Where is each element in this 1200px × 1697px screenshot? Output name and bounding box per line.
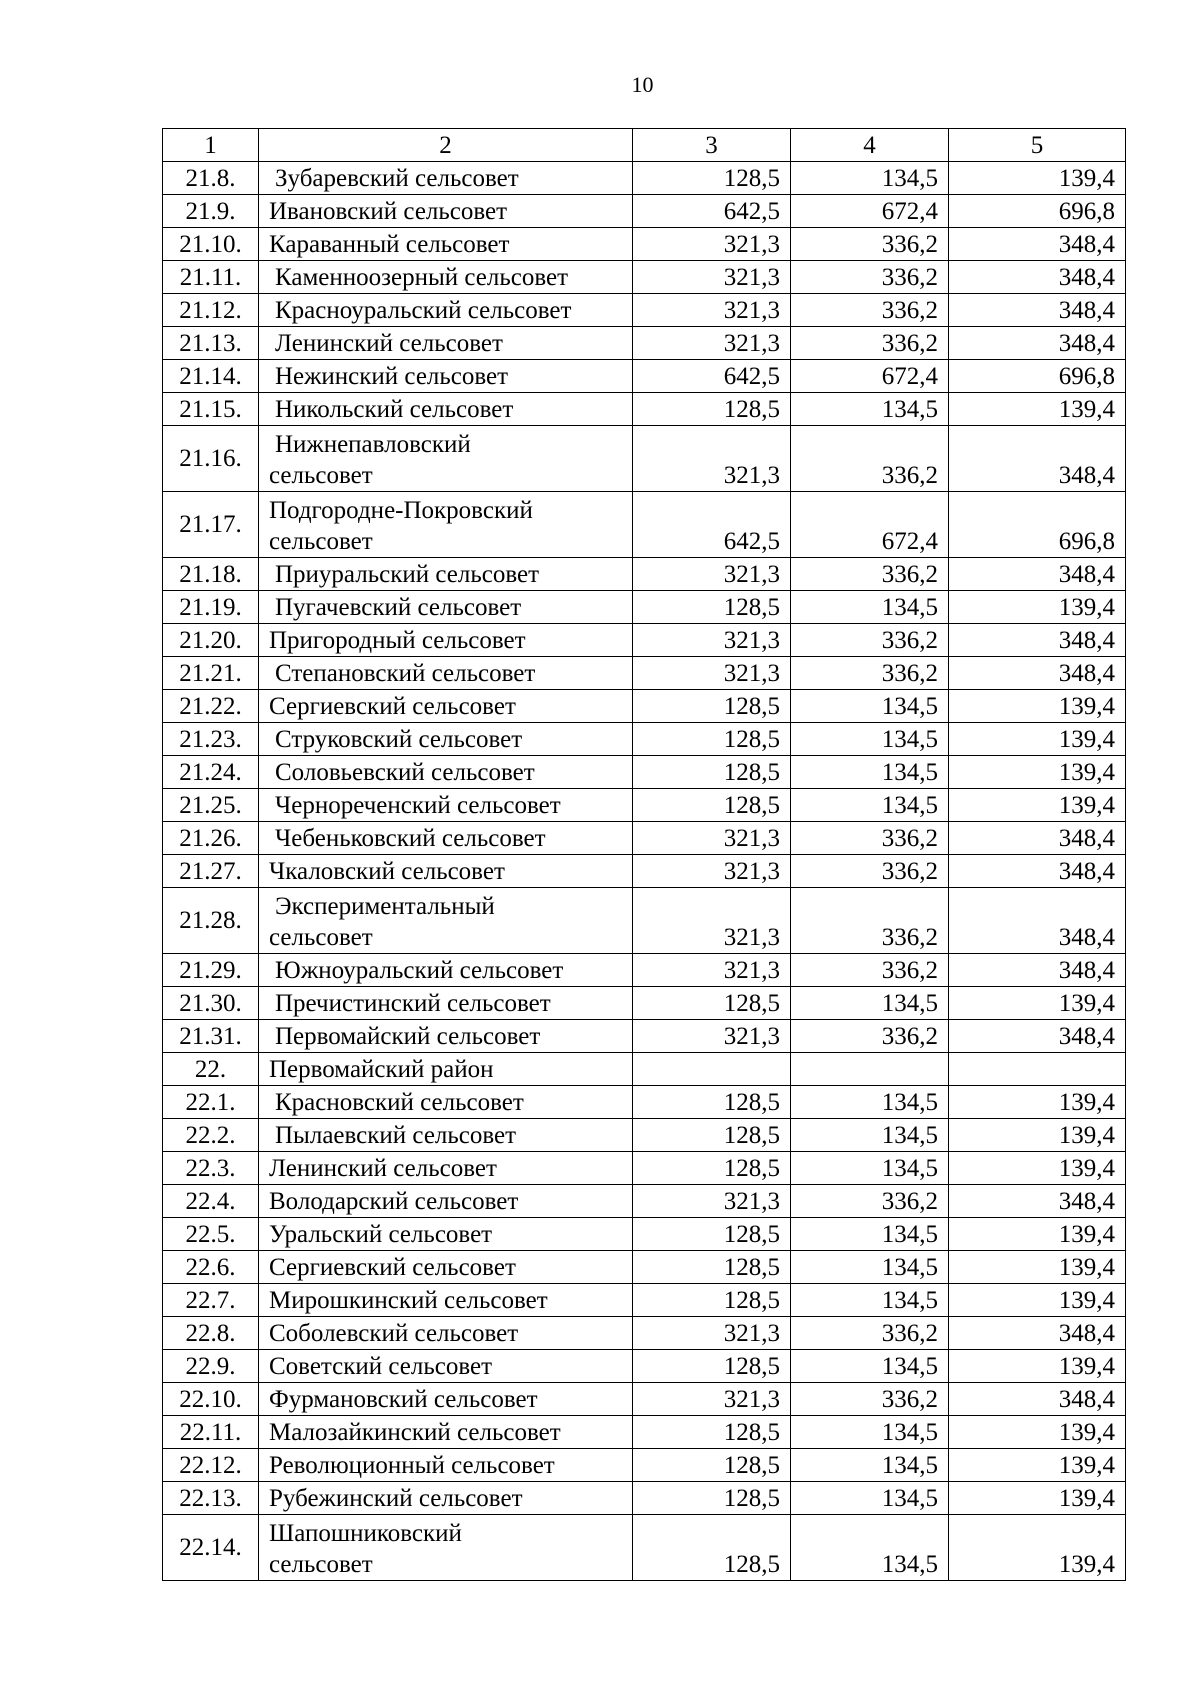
value-cell-col4: 336,2 <box>791 327 949 360</box>
value-cell-col4: 134,5 <box>791 723 949 756</box>
row-number-cell: 21.30. <box>163 987 259 1020</box>
table-row <box>163 261 1126 294</box>
municipality-name-cell <box>259 393 633 426</box>
value-cell-col4: 336,2 <box>791 954 949 987</box>
table-row <box>163 591 1126 624</box>
value-cell-col4: 134,5 <box>791 1284 949 1317</box>
municipality-name: Пречистинский сельсовет <box>275 990 551 1017</box>
table-row <box>163 1482 1126 1515</box>
row-number-cell: 21.19. <box>163 591 259 624</box>
value-cell-col3: 321,3 <box>633 228 791 261</box>
header-cell-1: 1 <box>163 129 259 162</box>
value-cell-col4 <box>791 1053 949 1086</box>
municipality-name: Шапошниковский <box>269 1520 462 1547</box>
table-row <box>163 1251 1126 1284</box>
value-cell-col4: 134,5 <box>791 1119 949 1152</box>
row-number-cell: 21.16. <box>163 426 259 492</box>
value-cell-col5: 348,4 <box>949 228 1126 261</box>
value-cell-col4: 336,2 <box>791 426 949 492</box>
value-cell-col5: 348,4 <box>949 426 1126 492</box>
municipality-name: Сергиевский сельсовет <box>269 1254 516 1281</box>
table-row <box>163 1416 1126 1449</box>
municipality-name-line2: сельсовет <box>269 1551 373 1578</box>
municipality-name-cell <box>259 1251 633 1284</box>
value-cell-col5: 348,4 <box>949 1020 1126 1053</box>
municipality-name-cell <box>259 1185 633 1218</box>
table-row <box>163 1053 1126 1086</box>
value-cell-col3: 128,5 <box>633 591 791 624</box>
municipality-name: Пылаевский сельсовет <box>275 1122 517 1149</box>
table-row <box>163 228 1126 261</box>
row-number-cell: 21.13. <box>163 327 259 360</box>
value-cell-col5: 139,4 <box>949 1119 1126 1152</box>
value-cell-col4: 134,5 <box>791 1482 949 1515</box>
table-row <box>163 393 1126 426</box>
value-cell-col3: 321,3 <box>633 1020 791 1053</box>
value-cell-col5: 348,4 <box>949 294 1126 327</box>
value-cell-col4: 134,5 <box>791 591 949 624</box>
header-cell-3: 3 <box>633 129 791 162</box>
municipality-name: Каменноозерный сельсовет <box>275 264 569 291</box>
table-row <box>163 162 1126 195</box>
value-cell-col3: 128,5 <box>633 690 791 723</box>
value-cell-col3: 128,5 <box>633 1515 791 1581</box>
municipality-name: Ленинский сельсовет <box>275 330 503 357</box>
value-cell-col4: 134,5 <box>791 1218 949 1251</box>
value-cell-col4: 672,4 <box>791 360 949 393</box>
municipality-name: Мирошкинский сельсовет <box>269 1287 548 1314</box>
value-cell-col5: 139,4 <box>949 789 1126 822</box>
table-row <box>163 690 1126 723</box>
municipality-name: Пригородный сельсовет <box>269 627 526 654</box>
row-number-cell: 21.9. <box>163 195 259 228</box>
row-number-cell: 21.11. <box>163 261 259 294</box>
municipality-name: Красноуральский сельсовет <box>275 297 572 324</box>
table-row <box>163 1185 1126 1218</box>
value-cell-col3: 128,5 <box>633 1119 791 1152</box>
header-cell-2: 2 <box>259 129 633 162</box>
table-row <box>163 1515 1126 1581</box>
municipality-name-cell <box>259 228 633 261</box>
value-cell-col5: 348,4 <box>949 855 1126 888</box>
municipality-name-cell <box>259 1515 633 1581</box>
municipality-name: Володарский сельсовет <box>269 1188 519 1215</box>
row-number-cell: 21.12. <box>163 294 259 327</box>
municipality-name-cell <box>259 195 633 228</box>
row-number-cell: 21.27. <box>163 855 259 888</box>
table-row <box>163 756 1126 789</box>
value-cell-col5: 139,4 <box>949 1152 1126 1185</box>
row-number-cell: 21.10. <box>163 228 259 261</box>
municipality-name-cell <box>259 756 633 789</box>
value-cell-col5: 139,4 <box>949 162 1126 195</box>
value-cell-col5: 139,4 <box>949 1350 1126 1383</box>
municipality-name-cell <box>259 558 633 591</box>
municipality-name-line2: сельсовет <box>269 462 373 489</box>
value-cell-col3: 321,3 <box>633 558 791 591</box>
municipality-name: Советский сельсовет <box>269 1353 493 1380</box>
municipality-name: Нижнепавловский <box>275 431 471 458</box>
value-cell-col4: 336,2 <box>791 558 949 591</box>
value-cell-col5: 348,4 <box>949 1185 1126 1218</box>
value-cell-col5: 348,4 <box>949 1383 1126 1416</box>
value-cell-col3: 128,5 <box>633 789 791 822</box>
municipality-name: Караванный сельсовет <box>269 231 510 258</box>
table-row <box>163 1350 1126 1383</box>
municipality-name: Малозайкинский сельсовет <box>269 1419 561 1446</box>
row-number-cell: 21.22. <box>163 690 259 723</box>
table-row <box>163 1020 1126 1053</box>
municipality-name-cell <box>259 327 633 360</box>
value-cell-col5: 139,4 <box>949 756 1126 789</box>
municipality-name-cell <box>259 1416 633 1449</box>
municipality-name-cell <box>259 1383 633 1416</box>
row-number-cell: 21.17. <box>163 492 259 558</box>
table-row <box>163 822 1126 855</box>
table-row <box>163 789 1126 822</box>
municipality-name: Чкаловский сельсовет <box>269 858 505 885</box>
row-number-cell: 22.7. <box>163 1284 259 1317</box>
municipality-name-cell <box>259 690 633 723</box>
value-cell-col5: 139,4 <box>949 1086 1126 1119</box>
row-number-cell: 21.18. <box>163 558 259 591</box>
value-cell-col3: 321,3 <box>633 954 791 987</box>
municipality-name-cell <box>259 1053 633 1086</box>
municipality-name: Революционный сельсовет <box>269 1452 555 1479</box>
value-cell-col5: 139,4 <box>949 723 1126 756</box>
municipality-name: Соловьевский сельсовет <box>275 759 535 786</box>
value-cell-col5: 696,8 <box>949 195 1126 228</box>
value-cell-col4: 672,4 <box>791 195 949 228</box>
value-cell-col3: 128,5 <box>633 1086 791 1119</box>
value-cell-col3: 321,3 <box>633 624 791 657</box>
row-number-cell: 22. <box>163 1053 259 1086</box>
value-cell-col3: 128,5 <box>633 1218 791 1251</box>
value-cell-col4: 134,5 <box>791 1251 949 1284</box>
value-cell-col4: 134,5 <box>791 789 949 822</box>
value-cell-col4: 336,2 <box>791 888 949 954</box>
allocation-table <box>162 128 1126 1581</box>
municipality-name-cell <box>259 888 633 954</box>
value-cell-col4: 134,5 <box>791 1416 949 1449</box>
row-number-cell: 22.8. <box>163 1317 259 1350</box>
value-cell-col3: 128,5 <box>633 1416 791 1449</box>
table-row <box>163 723 1126 756</box>
value-cell-col4: 134,5 <box>791 1350 949 1383</box>
value-cell-col5: 348,4 <box>949 1317 1126 1350</box>
municipality-name: Подгородне-Покровский <box>269 497 533 524</box>
value-cell-col3: 128,5 <box>633 1284 791 1317</box>
municipality-name-cell <box>259 723 633 756</box>
value-cell-col3: 128,5 <box>633 162 791 195</box>
value-cell-col3: 321,3 <box>633 855 791 888</box>
municipality-name-cell <box>259 492 633 558</box>
value-cell-col5: 139,4 <box>949 1251 1126 1284</box>
value-cell-col3: 321,3 <box>633 426 791 492</box>
municipality-name: Экспериментальный <box>275 893 495 920</box>
municipality-name-cell <box>259 1449 633 1482</box>
municipality-name: Чернореченский сельсовет <box>275 792 561 819</box>
value-cell-col4: 336,2 <box>791 1020 949 1053</box>
municipality-name-cell <box>259 1350 633 1383</box>
row-number-cell: 22.14. <box>163 1515 259 1581</box>
row-number-cell: 21.14. <box>163 360 259 393</box>
value-cell-col5: 139,4 <box>949 1449 1126 1482</box>
value-cell-col4: 336,2 <box>791 855 949 888</box>
header-cell-4: 4 <box>791 129 949 162</box>
value-cell-col5: 348,4 <box>949 888 1126 954</box>
value-cell-col4: 336,2 <box>791 294 949 327</box>
municipality-name-cell <box>259 261 633 294</box>
municipality-name: Степановский сельсовет <box>275 660 536 687</box>
value-cell-col3: 128,5 <box>633 1152 791 1185</box>
municipality-name: Сергиевский сельсовет <box>269 693 516 720</box>
value-cell-col4: 134,5 <box>791 162 949 195</box>
value-cell-col5: 139,4 <box>949 690 1126 723</box>
value-cell-col4: 336,2 <box>791 228 949 261</box>
value-cell-col4: 336,2 <box>791 624 949 657</box>
municipality-name-cell <box>259 954 633 987</box>
row-number-cell: 21.31. <box>163 1020 259 1053</box>
municipality-name: Никольский сельсовет <box>275 396 514 423</box>
table-row <box>163 624 1126 657</box>
municipality-name-cell <box>259 1218 633 1251</box>
value-cell-col5: 139,4 <box>949 1482 1126 1515</box>
row-number-cell: 22.10. <box>163 1383 259 1416</box>
value-cell-col4: 134,5 <box>791 1152 949 1185</box>
table-row <box>163 426 1126 492</box>
municipality-name-cell <box>259 789 633 822</box>
value-cell-col4: 134,5 <box>791 1449 949 1482</box>
row-number-cell: 21.21. <box>163 657 259 690</box>
value-cell-col5: 139,4 <box>949 393 1126 426</box>
table-row <box>163 855 1126 888</box>
municipality-name-line2: сельсовет <box>269 528 373 555</box>
row-number-cell: 22.12. <box>163 1449 259 1482</box>
value-cell-col5: 348,4 <box>949 657 1126 690</box>
row-number-cell: 21.23. <box>163 723 259 756</box>
value-cell-col4: 672,4 <box>791 492 949 558</box>
value-cell-col3: 128,5 <box>633 1482 791 1515</box>
municipality-name: Приуральский сельсовет <box>275 561 540 588</box>
value-cell-col3: 321,3 <box>633 1383 791 1416</box>
municipality-name: Соболевский сельсовет <box>269 1320 519 1347</box>
municipality-name-cell <box>259 987 633 1020</box>
value-cell-col3: 321,3 <box>633 261 791 294</box>
row-number-cell: 21.25. <box>163 789 259 822</box>
row-number-cell: 22.13. <box>163 1482 259 1515</box>
municipality-name: Струковский сельсовет <box>275 726 523 753</box>
municipality-name: Рубежинский сельсовет <box>269 1485 523 1512</box>
value-cell-col4: 336,2 <box>791 822 949 855</box>
row-number-cell: 21.28. <box>163 888 259 954</box>
municipality-name: Первомайский район <box>269 1056 494 1083</box>
value-cell-col3: 128,5 <box>633 987 791 1020</box>
value-cell-col4: 336,2 <box>791 261 949 294</box>
value-cell-col3: 321,3 <box>633 888 791 954</box>
table-row <box>163 1152 1126 1185</box>
table-row <box>163 888 1126 954</box>
value-cell-col5: 139,4 <box>949 1416 1126 1449</box>
row-number-cell: 21.20. <box>163 624 259 657</box>
row-number-cell: 22.11. <box>163 1416 259 1449</box>
row-number-cell: 21.15. <box>163 393 259 426</box>
table-row <box>163 327 1126 360</box>
municipality-name-cell <box>259 1482 633 1515</box>
value-cell-col4: 134,5 <box>791 756 949 789</box>
municipality-name-cell <box>259 1020 633 1053</box>
header-cell-5: 5 <box>949 129 1126 162</box>
value-cell-col3: 321,3 <box>633 822 791 855</box>
municipality-name-cell <box>259 1119 633 1152</box>
value-cell-col5: 696,8 <box>949 360 1126 393</box>
value-cell-col3: 128,5 <box>633 1251 791 1284</box>
table-row <box>163 492 1126 558</box>
table-row <box>163 195 1126 228</box>
value-cell-col3: 642,5 <box>633 360 791 393</box>
value-cell-col5: 348,4 <box>949 954 1126 987</box>
table-row <box>163 1383 1126 1416</box>
row-number-cell: 22.4. <box>163 1185 259 1218</box>
value-cell-col3: 128,5 <box>633 723 791 756</box>
municipality-name: Зубаревский сельсовет <box>275 165 519 192</box>
table-row <box>163 657 1126 690</box>
municipality-name-cell <box>259 822 633 855</box>
value-cell-col4: 134,5 <box>791 690 949 723</box>
value-cell-col5: 139,4 <box>949 1515 1126 1581</box>
value-cell-col4: 336,2 <box>791 1185 949 1218</box>
value-cell-col4: 336,2 <box>791 1317 949 1350</box>
municipality-name-cell <box>259 360 633 393</box>
table-row <box>163 954 1126 987</box>
page-number: 10 <box>631 72 654 97</box>
table-row <box>163 558 1126 591</box>
value-cell-col5: 139,4 <box>949 987 1126 1020</box>
row-number-cell: 22.5. <box>163 1218 259 1251</box>
value-cell-col5: 348,4 <box>949 327 1126 360</box>
value-cell-col3: 321,3 <box>633 657 791 690</box>
municipality-name: Фурмановский сельсовет <box>269 1386 538 1413</box>
value-cell-col3: 128,5 <box>633 1350 791 1383</box>
table-row <box>163 294 1126 327</box>
value-cell-col4: 336,2 <box>791 1383 949 1416</box>
municipality-name: Южноуральский сельсовет <box>275 957 564 984</box>
value-cell-col3: 642,5 <box>633 195 791 228</box>
value-cell-col3: 321,3 <box>633 327 791 360</box>
value-cell-col5: 348,4 <box>949 261 1126 294</box>
municipality-name-cell <box>259 855 633 888</box>
value-cell-col3: 128,5 <box>633 393 791 426</box>
row-number-cell: 22.1. <box>163 1086 259 1119</box>
municipality-name-cell <box>259 426 633 492</box>
municipality-name: Первомайский сельсовет <box>275 1023 541 1050</box>
value-cell-col4: 134,5 <box>791 1086 949 1119</box>
value-cell-col3: 128,5 <box>633 756 791 789</box>
table-row <box>163 1317 1126 1350</box>
value-cell-col3: 321,3 <box>633 1317 791 1350</box>
municipality-name: Пугачевский сельсовет <box>275 594 522 621</box>
value-cell-col3: 642,5 <box>633 492 791 558</box>
row-number-cell: 22.9. <box>163 1350 259 1383</box>
value-cell-col5: 696,8 <box>949 492 1126 558</box>
row-number-cell: 22.2. <box>163 1119 259 1152</box>
value-cell-col3: 321,3 <box>633 1185 791 1218</box>
row-number-cell: 22.3. <box>163 1152 259 1185</box>
municipality-name-cell <box>259 1086 633 1119</box>
municipality-name-cell <box>259 657 633 690</box>
row-number-cell: 22.6. <box>163 1251 259 1284</box>
value-cell-col5: 139,4 <box>949 591 1126 624</box>
value-cell-col5: 139,4 <box>949 1284 1126 1317</box>
table-row <box>163 360 1126 393</box>
value-cell-col5: 139,4 <box>949 1218 1126 1251</box>
table-row <box>163 1284 1126 1317</box>
municipality-name-line2: сельсовет <box>269 924 373 951</box>
municipality-name: Уральский сельсовет <box>269 1221 493 1248</box>
table-row <box>163 1449 1126 1482</box>
municipality-name-cell <box>259 1152 633 1185</box>
table-row <box>163 1119 1126 1152</box>
row-number-cell: 21.29. <box>163 954 259 987</box>
municipality-name: Красновский сельсовет <box>275 1089 524 1116</box>
row-number-cell: 21.26. <box>163 822 259 855</box>
municipality-name: Нежинский сельсовет <box>275 363 509 390</box>
value-cell-col5: 348,4 <box>949 822 1126 855</box>
table-row <box>163 1086 1126 1119</box>
value-cell-col3: 321,3 <box>633 294 791 327</box>
value-cell-col3 <box>633 1053 791 1086</box>
municipality-name-cell <box>259 1284 633 1317</box>
municipality-name: Чебеньковский сельсовет <box>275 825 546 852</box>
municipality-name-cell <box>259 162 633 195</box>
value-cell-col4: 134,5 <box>791 987 949 1020</box>
municipality-name: Ивановский сельсовет <box>269 198 508 225</box>
value-cell-col5: 348,4 <box>949 624 1126 657</box>
row-number-cell: 21.8. <box>163 162 259 195</box>
value-cell-col5 <box>949 1053 1126 1086</box>
row-number-cell: 21.24. <box>163 756 259 789</box>
municipality-name-cell <box>259 591 633 624</box>
municipality-name-cell <box>259 1317 633 1350</box>
value-cell-col4: 336,2 <box>791 657 949 690</box>
table-header-row <box>163 129 1126 162</box>
table-row <box>163 1218 1126 1251</box>
table-row <box>163 987 1126 1020</box>
municipality-name: Ленинский сельсовет <box>269 1155 497 1182</box>
municipality-name-cell <box>259 294 633 327</box>
value-cell-col3: 128,5 <box>633 1449 791 1482</box>
value-cell-col5: 348,4 <box>949 558 1126 591</box>
value-cell-col4: 134,5 <box>791 393 949 426</box>
value-cell-col4: 134,5 <box>791 1515 949 1581</box>
municipality-name-cell <box>259 624 633 657</box>
